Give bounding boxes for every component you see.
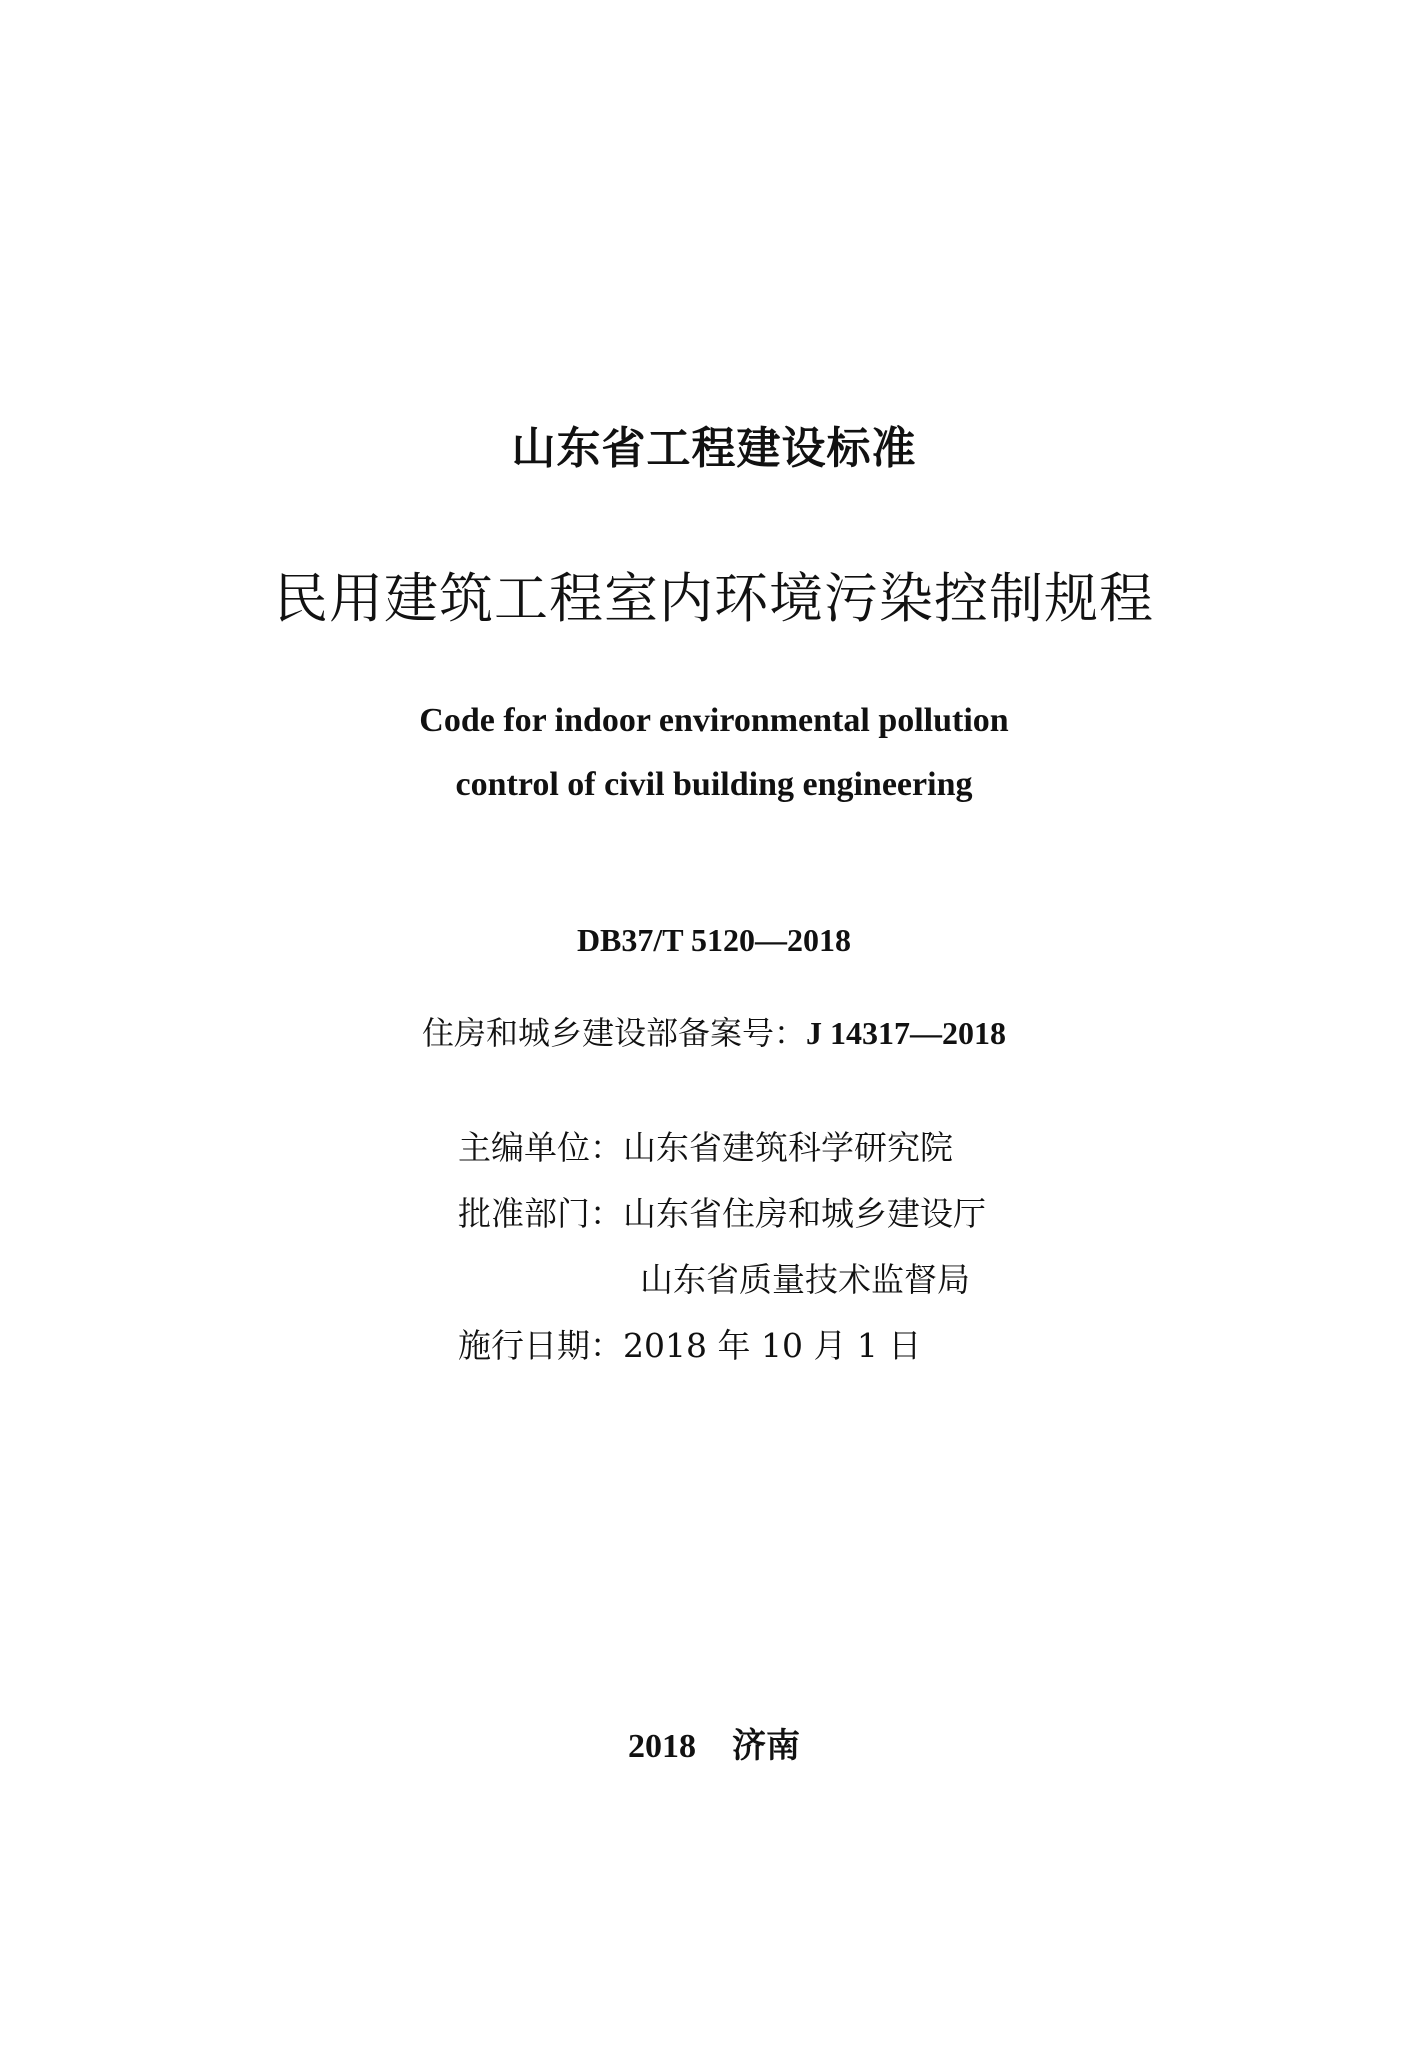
publication-footer xyxy=(0,1718,1428,1767)
effective-date-row xyxy=(458,1326,921,1366)
chief-editor-label: 主编单位： xyxy=(458,1128,623,1167)
chief-editor-row xyxy=(458,1128,953,1168)
effective-date-label: 施行日期： xyxy=(458,1326,623,1365)
approving-department-value-1: 山东省住房和城乡建设厅 xyxy=(623,1194,986,1233)
document-title-chinese: 民用建筑工程室内环境污染控制规程 xyxy=(274,567,1154,630)
approving-department-value-2: 山东省质量技术监督局 xyxy=(640,1260,970,1299)
standard-code: DB37/T 5120—2018 xyxy=(576,922,852,958)
record-number-value: J 14317—2018 xyxy=(806,1015,1006,1051)
approving-department-row-2 xyxy=(640,1260,970,1300)
approving-department-row xyxy=(458,1194,986,1234)
record-number-label: 住房和城乡建设部备案号： xyxy=(421,1014,806,1052)
series-title: 山东省工程建设标准 xyxy=(511,423,917,474)
publication-city: 济南 xyxy=(732,1726,800,1766)
document-title-english-line-1: Code for indoor environmental pollution xyxy=(419,702,1009,739)
effective-date-value: 2018 年 10 月 1 日 xyxy=(623,1326,922,1365)
record-number-line xyxy=(0,1008,1428,1054)
publication-year: 2018 xyxy=(628,1728,696,1765)
chief-editor-value: 山东省建筑科学研究院 xyxy=(623,1128,953,1167)
approving-department-label: 批准部门： xyxy=(458,1194,623,1233)
document-title-english-line-2: control of civil building engineering xyxy=(455,766,973,803)
